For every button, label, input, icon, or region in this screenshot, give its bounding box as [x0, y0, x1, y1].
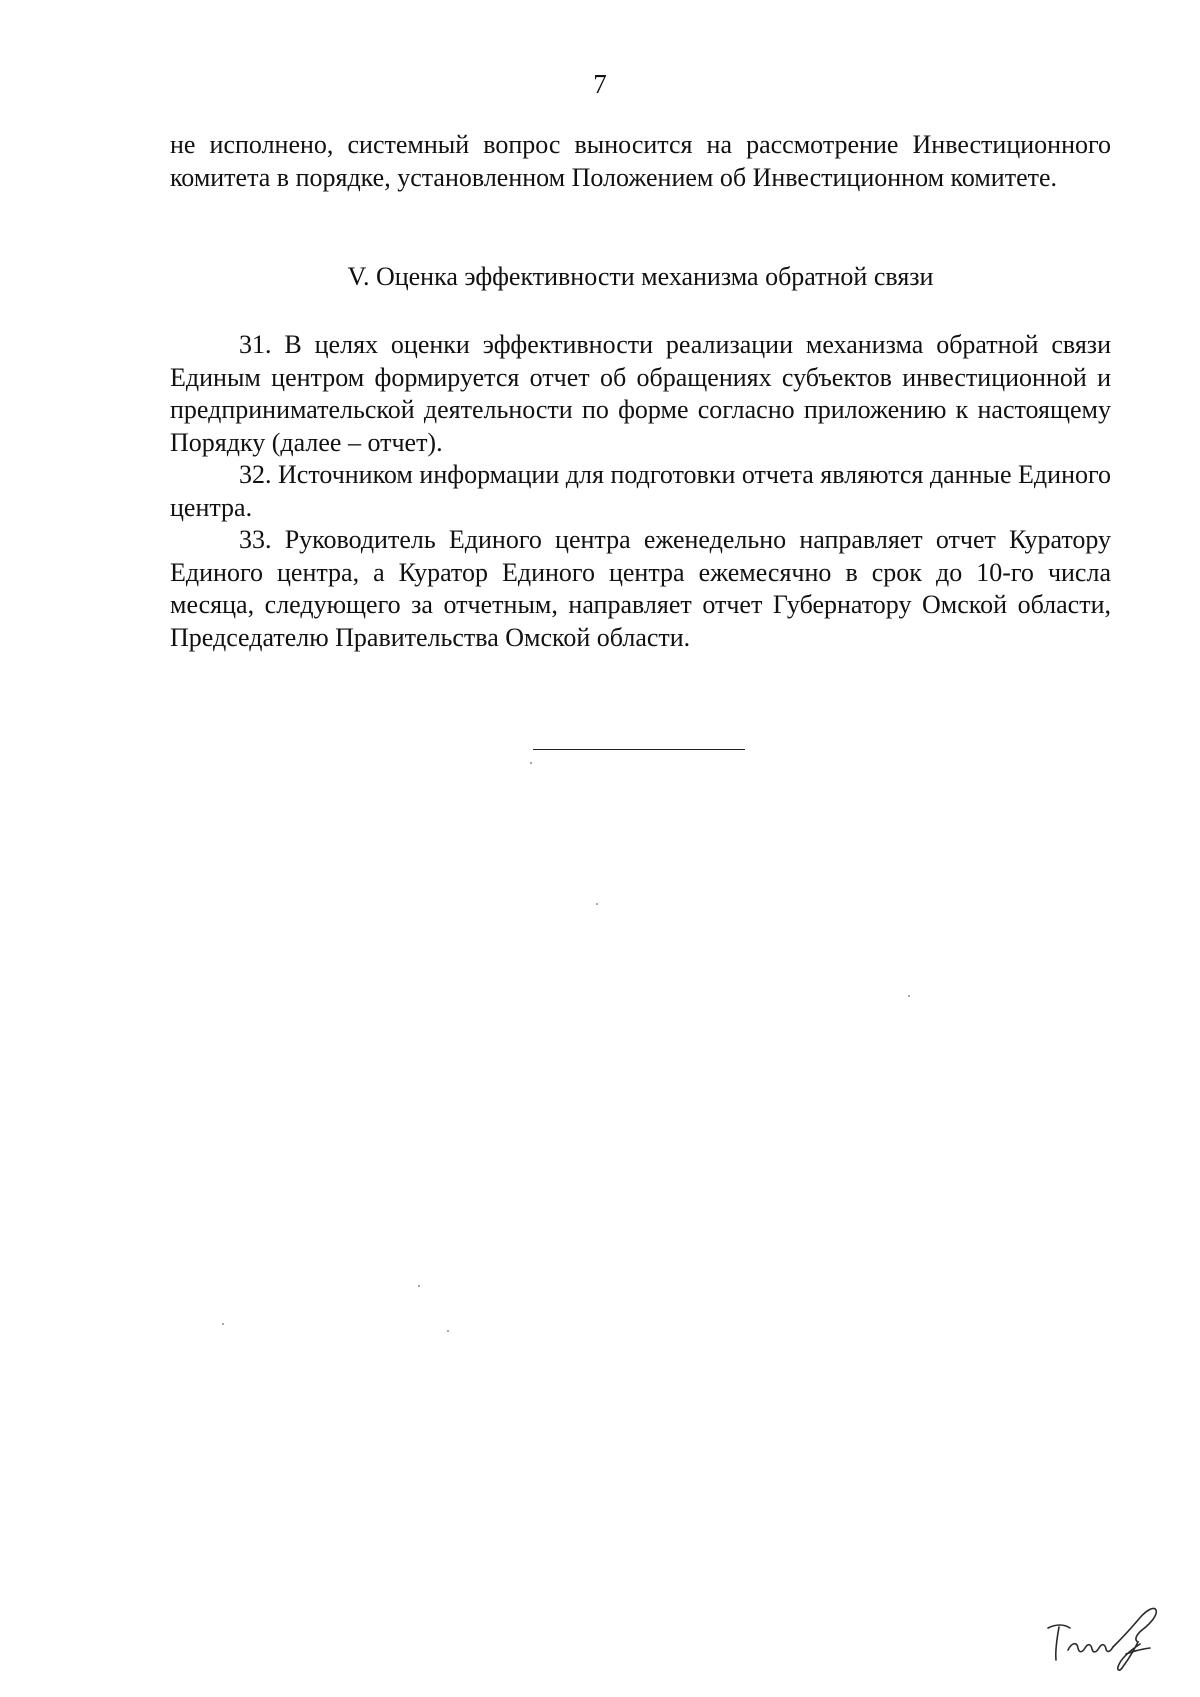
scan-speck: [908, 995, 910, 997]
section-body: [170, 329, 1111, 654]
scan-speck: [530, 762, 532, 764]
scan-speck: [418, 1285, 420, 1287]
handwritten-signature-icon: [1042, 1598, 1172, 1676]
page-number: 7: [593, 69, 607, 99]
section-heading: V. Оценка эффективности механизма обратной связи: [347, 262, 934, 291]
paragraph-32: 32. Источником информации для подготовки отчета являются данные Единого центра.: [170, 460, 1111, 522]
paragraph-33: 33. Руководитель Единого центра еженедельно направляет отчет Куратору Единого центра, а Куратор Единого центра ежемесячно в срок до 10-го числа месяца, следующего за отчетным, направляет отчет Губернатору Омской области, Председателю Правительства Омской области.: [170, 525, 1111, 652]
scan-speck: [222, 1323, 224, 1325]
paragraph-31: 31. В целях оценки эффективности реализации механизма обратной связи Единым центром формируется отчет об обращениях субъектов инвестиционной и предпринимательской деятельности по форме согласно приложению к настоящему Порядку (далее – отчет).: [170, 330, 1111, 457]
closing-rule: [533, 749, 745, 750]
scan-speck: [596, 903, 598, 905]
scan-speck: [447, 1330, 449, 1332]
continuation-block: [170, 129, 1111, 194]
continuation-paragraph: не исполнено, системный вопрос выносится на рассмотрение Инвестиционного комитета в порядке, установленном Положением об Инвестиционном комитете.: [170, 130, 1111, 192]
